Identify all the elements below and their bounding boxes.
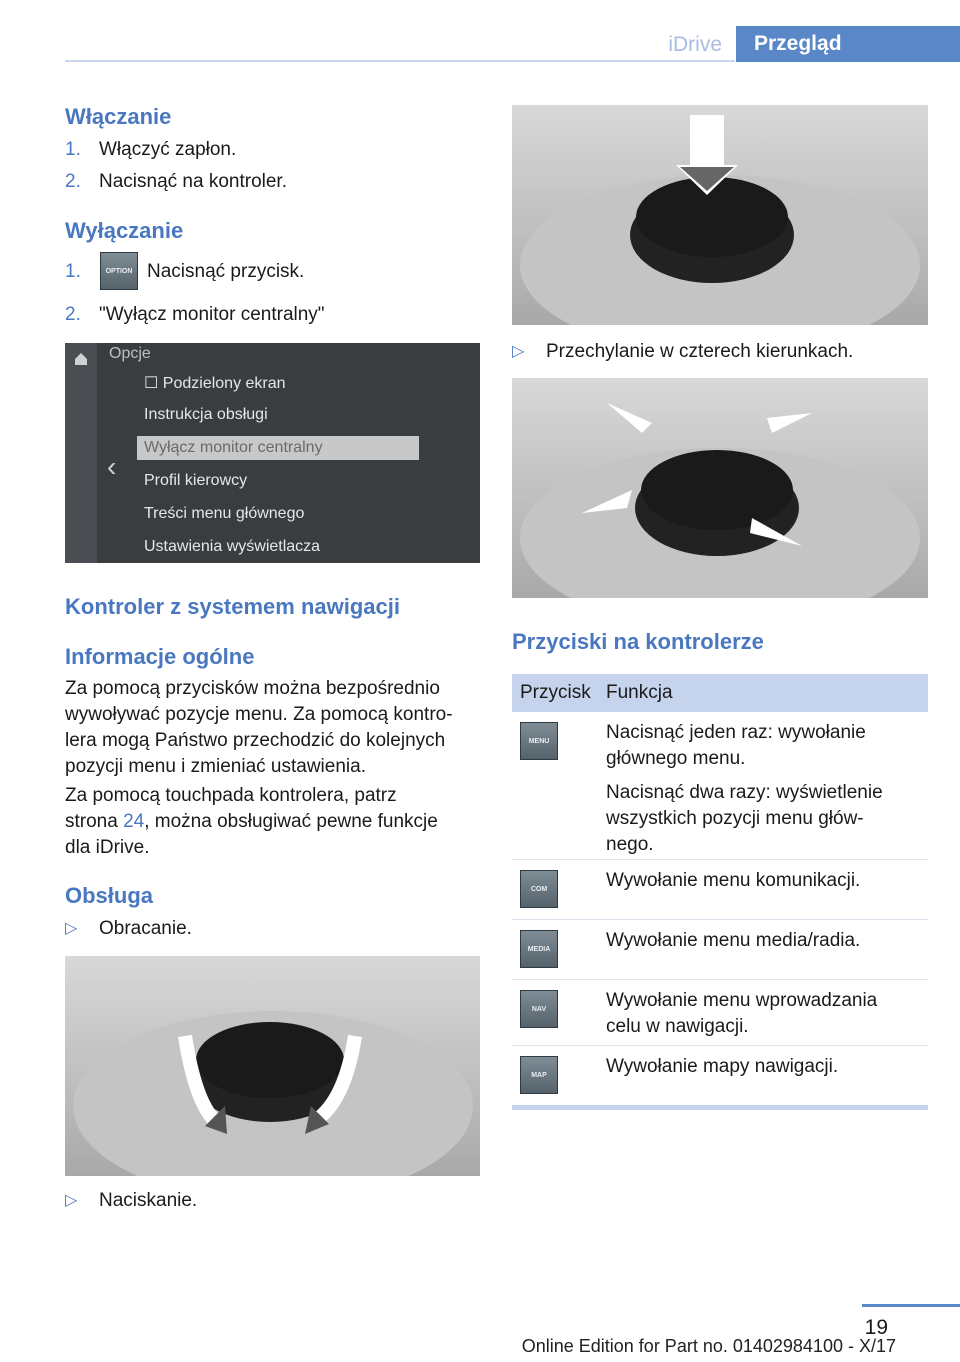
options-menu-screenshot	[65, 343, 480, 563]
screen-menu-item: Ustawienia wyświetlacza	[144, 538, 321, 555]
bullet-text: Naciskanie.	[99, 1190, 198, 1211]
screen-menu-item: ☐ Podzielony ekran	[144, 375, 286, 392]
list-number: 1.	[65, 139, 81, 160]
list-text: Nacisnąć na kontroler.	[99, 171, 287, 192]
text-line: Za pomocą touchpada kontrolera, patrz	[65, 785, 397, 806]
bullet-item	[512, 339, 932, 365]
chapter-heading: Kontroler z systemem nawigacji	[65, 594, 400, 619]
back-chevron-icon: ‹	[107, 451, 117, 482]
buttons-table	[512, 674, 928, 1104]
list-text: "Wyłącz monitor centralny"	[99, 304, 325, 325]
cell-text: Wywołanie menu komunikacji.	[606, 870, 861, 891]
text-line: pozycji menu i zmieniać ustawienia.	[65, 756, 366, 777]
screen-menu-item: Treści menu głównego	[144, 505, 305, 522]
table-row	[512, 1046, 928, 1104]
screen-title: Opcje	[109, 345, 151, 362]
bullet-triangle-icon: ▷	[65, 920, 78, 937]
bullet-text: Przechylanie w czterech kierunkach.	[546, 341, 854, 362]
list-item	[65, 169, 465, 195]
heading-on: Włączanie	[65, 104, 172, 129]
cell-text: Wywołanie mapy nawigacji.	[606, 1056, 839, 1077]
controller-press-photo	[512, 105, 928, 325]
header-tab: Przegląd	[736, 26, 960, 62]
text-line: Za pomocą przycisków można bezpośrednio	[65, 678, 440, 699]
screen-menu-item-selected: Wyłącz monitor centralny	[144, 439, 323, 456]
bullet-item	[65, 916, 485, 942]
column-header: Funkcja	[606, 682, 673, 703]
list-text: Włączyć zapłon.	[99, 139, 237, 160]
table-row	[512, 712, 928, 860]
com-button-icon: COM	[520, 870, 558, 908]
list-item	[65, 259, 465, 289]
list-number: 1.	[65, 261, 81, 282]
table-row	[512, 920, 928, 980]
map-button-icon: MAP	[520, 1056, 558, 1094]
cell-text: Nacisnąć jeden raz: wywołanie głównego menu. Nacisnąć dwa razy: wyświetlenie wszystkich pozycji menu głów‐ nego.	[606, 722, 883, 855]
paragraph-general	[65, 676, 485, 780]
text-line: wywoływać pozycje menu. Za pomocą kontro‐	[65, 704, 453, 725]
list-item	[65, 302, 465, 328]
page-number: 19	[864, 1316, 888, 1339]
list-text: Nacisnąć przycisk.	[147, 261, 305, 282]
text-line: dla iDrive.	[65, 837, 150, 858]
heading-buttons: Przyciski na kontrolerze	[512, 629, 764, 654]
heading-general: Informacje ogólne	[65, 644, 255, 669]
list-number: 2.	[65, 304, 81, 325]
home-icon	[65, 343, 97, 563]
screen-menu-item: Instrukcja obsługi	[144, 406, 268, 423]
heading-off: Wyłączanie	[65, 218, 184, 243]
heading-operation: Obsługa	[65, 883, 154, 908]
screen-sidebar	[65, 343, 97, 563]
controller-rotate-photo	[65, 956, 480, 1176]
nav-button-icon: NAV	[520, 990, 558, 1028]
option-button-icon: OPTION	[100, 252, 138, 290]
table-header	[512, 674, 928, 712]
column-header: Przycisk	[520, 682, 591, 703]
text-line: strona 24, można obsługiwać pewne funkcje	[65, 811, 438, 832]
page-link[interactable]: 24	[123, 811, 145, 832]
list-number: 2.	[65, 171, 81, 192]
screen-menu-item: Profil kierowcy	[144, 472, 248, 489]
footer-rule	[862, 1304, 960, 1307]
paragraph-touchpad	[65, 783, 485, 861]
controller-tilt-photo	[512, 378, 928, 598]
table-bottom-rule	[512, 1105, 928, 1110]
media-button-icon: MEDIA	[520, 930, 558, 968]
text-line: lera mogą Państwo przechodzić do kolejnych	[65, 730, 446, 751]
table-row	[512, 860, 928, 920]
bullet-triangle-icon: ▷	[512, 343, 525, 360]
menu-button-icon: MENU	[520, 722, 558, 760]
edition-note: Online Edition for Part no. 01402984100 - X/17	[521, 1336, 896, 1356]
header-rule	[65, 60, 735, 62]
table-row	[512, 980, 928, 1046]
header-section: iDrive	[668, 33, 722, 56]
bullet-triangle-icon: ▷	[65, 1192, 78, 1209]
cell-text: Wywołanie menu wprowadzania celu w nawigacji.	[606, 990, 878, 1037]
cell-text: Wywołanie menu media/radia.	[606, 930, 861, 951]
bullet-text: Obracanie.	[99, 918, 192, 939]
bullet-item	[65, 1188, 485, 1214]
list-item	[65, 137, 465, 163]
